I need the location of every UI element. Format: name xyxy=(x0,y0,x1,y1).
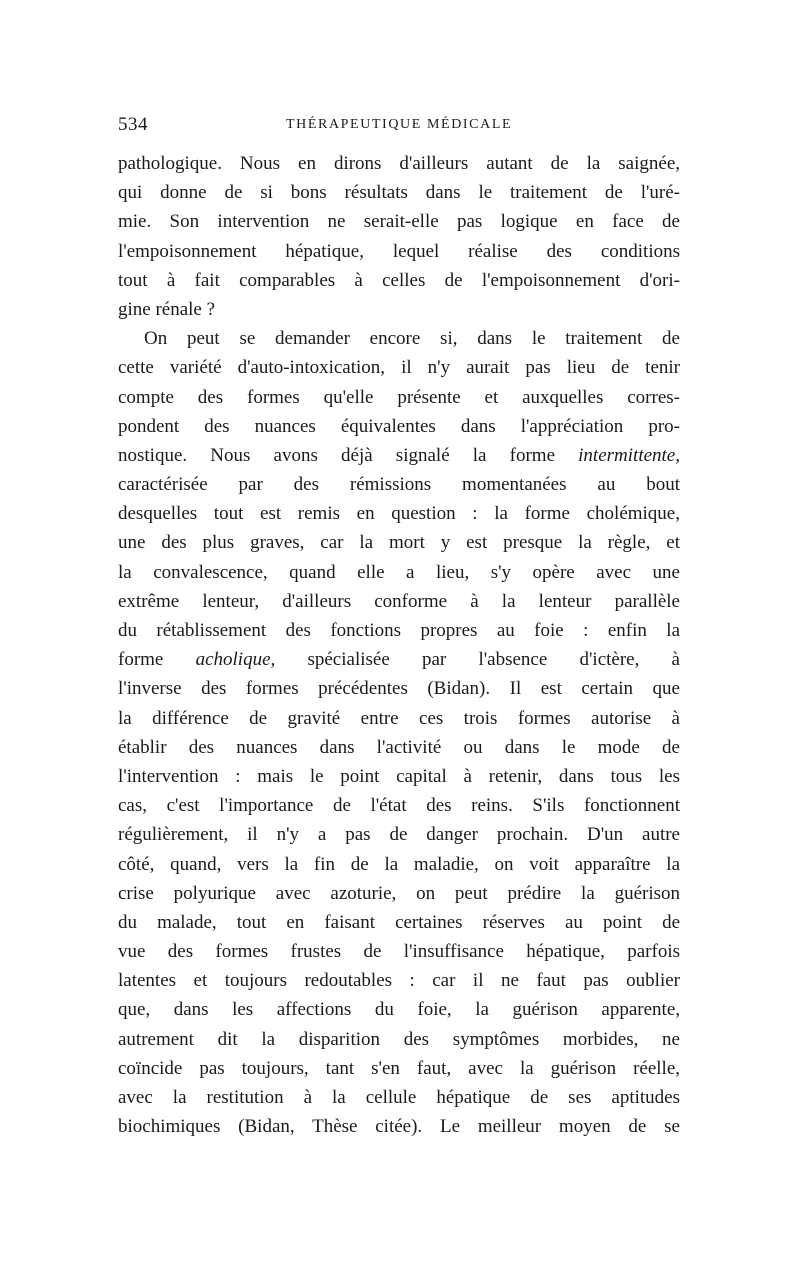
text-line: côté, quand, vers la fin de la maladie, on voit apparaître la xyxy=(118,853,680,875)
text-line: du rétablissement des fonctions propres au foie : enfin la xyxy=(118,620,680,641)
text-line xyxy=(118,441,680,470)
text-line: vue des formes frustes de l'insuffisance hépatique, parfois xyxy=(118,941,680,963)
text-line: établir des nuances dans l'activité ou dans le mode de xyxy=(118,736,680,758)
text-line: desquelles tout est remis en question : la forme cholémique, xyxy=(118,503,680,525)
text-line: gine rénale ? xyxy=(118,298,216,320)
italic-term: acholique, xyxy=(195,649,276,671)
text-line: régulièrement, il n'y a pas de danger prochain. D'un autre xyxy=(118,824,680,846)
text-line: qui donne de si bons résultats dans le traitement de l'uré- xyxy=(118,182,680,204)
text-line: biochimiques (Bidan, Thèse citée). Le meilleur moyen de se xyxy=(118,1116,680,1138)
text-line: autrement dit la disparition des symptômes morbides, ne xyxy=(118,1028,680,1050)
text-line: du malade, tout en faisant certaines réserves au point de xyxy=(118,911,680,933)
text-line: coïncide pas toujours, tant s'en faut, avec la guérison réelle, xyxy=(118,1057,680,1079)
text-segment: forme xyxy=(118,649,196,671)
text-line: caractérisée par des rémissions momentanées au bout xyxy=(118,474,680,496)
text-line: cas, c'est l'importance de l'état des reins. S'ils fonctionnent xyxy=(118,795,680,817)
text-line: une des plus graves, car la mort y est presque la règle, et xyxy=(118,532,680,554)
text-line: la convalescence, quand elle a lieu, s'y opère avec une xyxy=(118,561,680,583)
text-segment: spécialisée par l'absence d'ictère, à xyxy=(275,649,680,671)
text-line: latentes et toujours redoutables : car il ne faut pas oublier xyxy=(118,970,680,992)
body-text xyxy=(118,149,680,1141)
text-line: avec la restitution à la cellule hépatique de ses aptitudes xyxy=(118,1087,680,1108)
page-number: 534 xyxy=(118,114,148,135)
text-line: pondent des nuances équivalentes dans l'appréciation pro- xyxy=(118,415,680,437)
text-line: cette variété d'auto-intoxication, il n'y aurait pas lieu de tenir xyxy=(118,357,680,379)
text-line: mie. Son intervention ne serait-elle pas logique en face de xyxy=(118,211,680,233)
italic-term: intermittente, xyxy=(578,444,680,466)
text-line: crise polyurique avec azoturie, on peut prédire la guérison xyxy=(118,882,680,904)
text-line: la différence de gravité entre ces trois formes autorise à xyxy=(118,707,680,729)
text-line: compte des formes qu'elle présente et auxquelles corres- xyxy=(118,386,680,408)
page-header xyxy=(118,114,680,140)
text-line: que, dans les affections du foie, la guérison apparente, xyxy=(118,999,680,1021)
text-line: On peut se demander encore si, dans le traitement de xyxy=(144,328,680,350)
text-line xyxy=(118,645,680,674)
text-line: l'intervention : mais le point capital à retenir, dans tous les xyxy=(118,765,680,787)
text-line: extrême lenteur, d'ailleurs conforme à la lenteur parallèle xyxy=(118,590,680,612)
text-line: pathologique. Nous en dirons d'ailleurs autant de la saignée, xyxy=(118,153,680,174)
text-segment: nostique. Nous avons déjà signalé la forme xyxy=(118,444,579,466)
text-line: l'empoisonnement hépatique, lequel réalise des conditions xyxy=(118,240,680,262)
running-title: THÉRAPEUTIQUE MÉDICALE xyxy=(286,117,513,132)
text-line: l'inverse des formes précédentes (Bidan). Il est certain que xyxy=(118,678,680,700)
text-line: tout à fait comparables à celles de l'empoisonnement d'ori- xyxy=(118,269,680,291)
